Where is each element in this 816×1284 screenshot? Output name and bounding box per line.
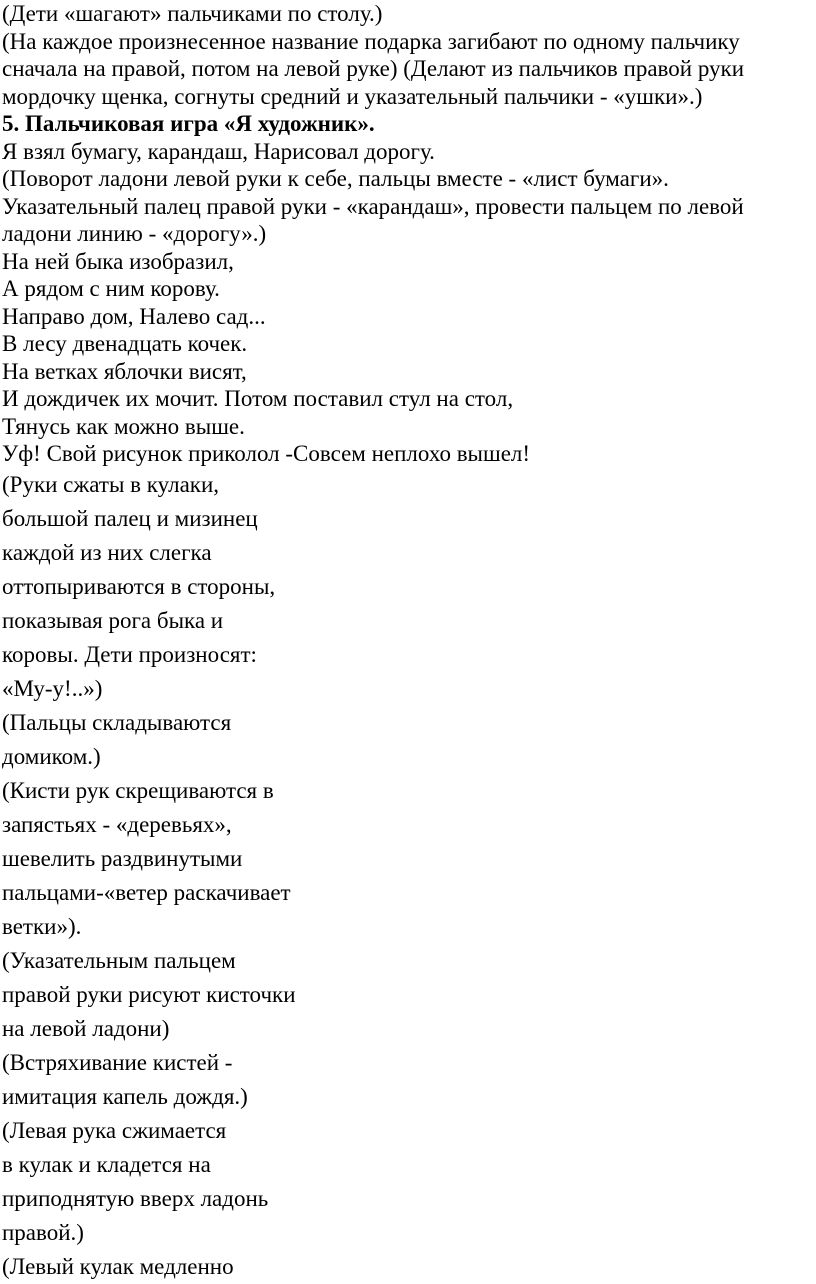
instruction-line: большой палец и мизинец: [2, 505, 258, 531]
instruction-line: (Левый кулак медленно: [2, 1253, 234, 1279]
instruction-line: домиком.): [2, 743, 101, 769]
intro-line: сначала на правой, потом на левой руке) (Делают из пальчиков правой руки: [2, 56, 744, 81]
verse-line: В лесу двенадцать кочек.: [2, 331, 248, 356]
instruction-line: показывая рога быка и: [2, 607, 224, 633]
intro-line: (На каждое произнесенное название подарка загибают по одному пальчику: [2, 28, 740, 54]
verse-line: И дождичек их мочит. Потом поставил стул на стол,: [2, 386, 514, 411]
instruction-line: (Кисти рук скрещиваются в: [2, 777, 274, 803]
instruction-line: на левой ладони): [2, 1015, 170, 1041]
verse-line: Указательный палец правой руки - «карандаш», провести пальцем по левой: [2, 193, 744, 219]
instruction-line: (Пальцы складываются: [2, 709, 232, 735]
instruction-line: в кулак и кладется на: [2, 1151, 211, 1177]
section-heading: 5. Пальчиковая игра «Я художник».: [2, 111, 375, 136]
instruction-line: «Му-у!..»): [2, 675, 103, 701]
instruction-line: (Левая рука сжимается: [2, 1117, 227, 1143]
verse-line: На ней быка изобразил,: [2, 248, 234, 274]
instruction-line: (Руки сжаты в кулаки,: [2, 471, 220, 497]
instruction-line: запястьях - «деревьях»,: [2, 811, 232, 837]
instruction-line: ветки»).: [2, 913, 82, 939]
instruction-line: (Встряхивание кистей -: [2, 1049, 233, 1075]
instruction-line: коровы. Дети произносят:: [2, 641, 257, 667]
verse-line: ладони линию - «дорогу».): [2, 221, 267, 246]
instruction-line: пальцами-«ветер раскачивает: [2, 879, 291, 905]
instruction-line: (Указательным пальцем: [2, 947, 236, 973]
instruction-line: оттопыриваются в стороны,: [2, 573, 276, 599]
verse-line: Направо дом, Налево сад...: [2, 303, 266, 329]
intro-line: (Дети «шагают» пальчиками по столу.): [2, 1, 383, 26]
verse-line: Уф! Свой рисунок приколол -Совсем неплохо вышел!: [2, 441, 531, 466]
verse-line: Тянусь как можно выше.: [2, 413, 245, 439]
verse-line: А рядом с ним корову.: [2, 276, 220, 301]
instruction-line: имитация капель дождя.): [2, 1083, 248, 1109]
verse-line: На ветках яблочки висят,: [2, 358, 247, 384]
instruction-line: правой руки рисуют кисточки: [2, 981, 296, 1007]
instruction-line: шевелить раздвинутыми: [2, 845, 243, 871]
instruction-line: каждой из них слегка: [2, 539, 212, 565]
instruction-line: правой.): [2, 1219, 84, 1245]
verse-line: (Поворот ладони левой руки к себе, пальцы вместе - «лист бумаги».: [2, 166, 669, 191]
intro-line: мордочку щенка, согнуты средний и указательный пальчики - «ушки».): [2, 83, 703, 109]
verse-line: Я взял бумагу, карандаш, Нарисовал дорогу.: [2, 138, 435, 164]
instruction-line: приподнятую вверх ладонь: [2, 1185, 269, 1211]
